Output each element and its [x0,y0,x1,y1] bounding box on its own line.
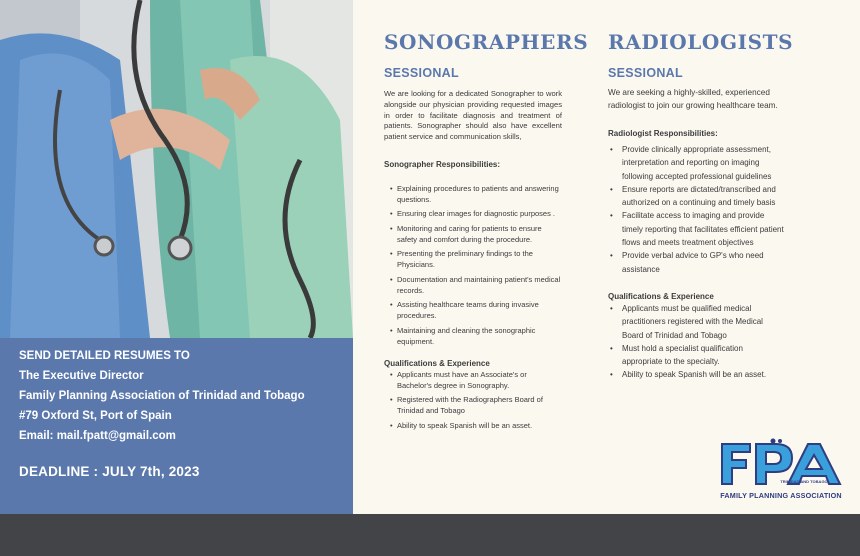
list-item: • Applicants must have an Associate's or Bachelor's degree in Sonography. [390,369,562,391]
list-item: • Must hold a specialist qualification appropriate to the specialty. [610,342,784,369]
address: #79 Oxford St, Port of Spain [19,410,172,422]
healthcare-workers-photo [0,0,353,338]
send-resumes-heading: SEND DETAILED RESUMES TO [19,350,190,362]
list-item: • Facilitate access to imaging and provide timely reporting that facilitates efficient patient flows and meets treatment objectives [610,209,784,249]
sonographers-subtitle: SESSIONAL [384,66,459,80]
sonographers-title: SONOGRAPHERS [384,30,589,54]
list-item: • Assisting healthcare teams during invasive procedures. [390,299,562,321]
list-item: • Maintaining and cleaning the sonographic equipment. [390,325,562,347]
logo-country: TRINIDAD AND TOBAGO [780,479,828,484]
list-item: • Provide verbal advice to GP's who need assistance [610,249,784,276]
list-item: • Ensuring clear images for diagnostic purposes . [390,208,562,219]
list-item: • Explaining procedures to patients and answering questions. [390,183,562,205]
radiologist-qualifications-heading: Qualifications & Experience [608,291,714,301]
sonographer-responsibilities-heading: Sonographer Responsibilities: [384,159,501,169]
fpa-logo [716,438,846,506]
list-item: • Monitoring and caring for patients to ensure safety and comfort during the procedure. [390,223,562,245]
radiologists-title: RADIOLOGISTS [608,30,794,54]
list-item: • Ability to speak Spanish will be an asset. [610,368,784,381]
footer-bar [0,514,860,556]
radiologist-responsibilities-list [608,143,784,276]
sonographers-intro: We are looking for a dedicated Sonographer to work alongside our physician providing requested images in order to facilitate diagnosis and treatment of patients. Sonographer should also have excellent patient service and communication skills, [384,89,562,142]
radiologists-subtitle: SESSIONAL [608,66,683,80]
radiologists-intro: We are seeking a highly-skilled, experienced radiologist to join our growing healthcare team. [608,88,778,110]
sonographer-qualifications-heading: Qualifications & Experience [384,358,490,368]
sonographer-qualifications-list [384,369,562,431]
list-item: • Applicants must be qualified medical practitioners registered with the Medical Board of Trinidad and Tobago [610,302,784,342]
sonographers-column [384,30,589,434]
list-item: • Registered with the Radiographers Board of Trinidad and Tobago [390,394,562,416]
deadline: DEADLINE : JULY 7th, 2023 [19,464,200,479]
sonographer-responsibilities-list [384,183,562,347]
list-item: • Ensure reports are dictated/transcribed and authorized on a continuing and timely basis [610,183,784,210]
contact-panel [0,338,353,514]
list-item: • Ability to speak Spanish will be an asset. [390,420,562,431]
list-item: • Presenting the preliminary findings to the Physicians. [390,248,562,270]
radiologist-responsibilities-heading: Radiologist Responsibilities: [608,129,718,138]
list-item: • Documentation and maintaining patient's medical records. [390,274,562,296]
list-item: • Provide clinically appropriate assessment, interpretation and reporting on imaging following accepted professional guidelines [610,143,784,183]
radiologists-column [608,30,794,382]
email-address[interactable]: Email: mail.fpatt@gmail.com [19,430,176,442]
organization-name: Family Planning Association of Trinidad and Tobago [19,390,305,402]
recipient-title: The Executive Director [19,370,144,382]
radiologist-qualifications-list [608,302,784,382]
logo-organization-name: FAMILY PLANNING ASSOCIATION [720,491,842,500]
